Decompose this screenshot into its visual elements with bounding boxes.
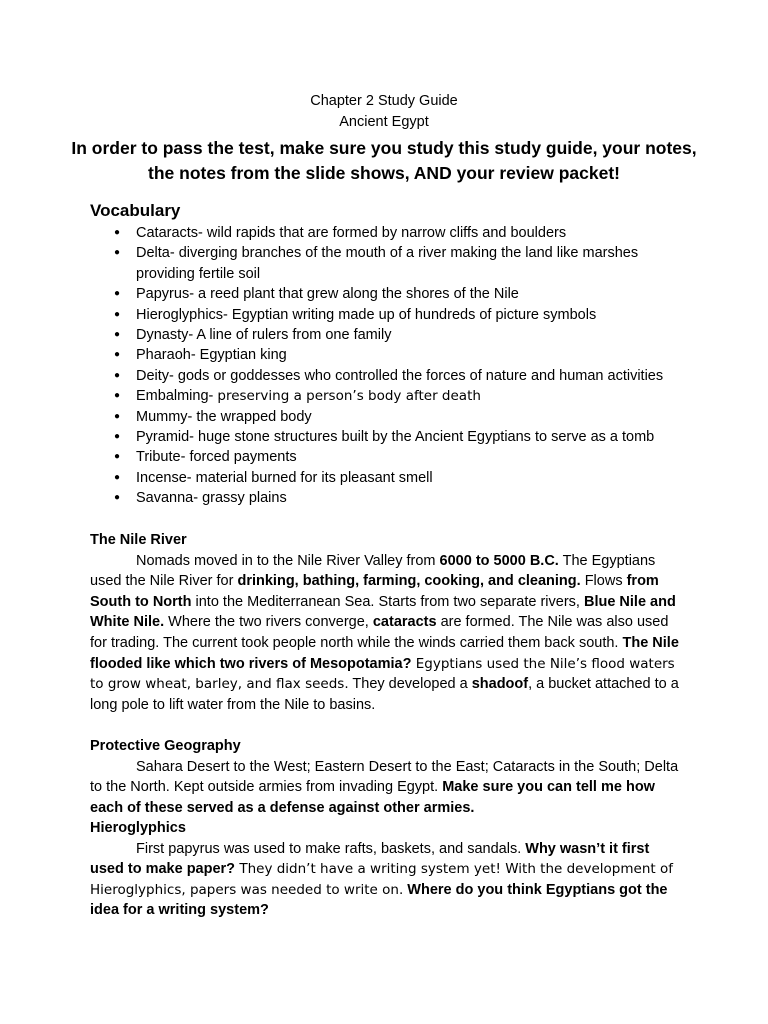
body-text: Flows (580, 573, 627, 590)
vocab-entry: Pharaoh- Egyptian king (136, 347, 287, 364)
body-text: Egyptians used the Nile’s flood waters to grow wheat, barley, and flax seeds. (90, 655, 675, 693)
bullet-icon: ● (114, 471, 121, 483)
body-text: Nomads moved in to the Nile River Valley from (136, 552, 440, 569)
list-item (90, 243, 690, 284)
bullet-icon: ● (114, 308, 121, 320)
vocab-entry: Savanna- grassy plains (136, 490, 287, 507)
body-text: Where the two rivers converge, (164, 614, 373, 631)
list-item (90, 223, 690, 243)
list-item (90, 305, 690, 325)
nile-river-section (90, 530, 686, 715)
emphasis-text: 6000 to 5000 B.C. (439, 552, 559, 569)
vocab-entry: Mummy- the wrapped body (136, 408, 312, 425)
body-text: First papyrus was used to make rafts, baskets, and sandals. (136, 840, 526, 857)
body-text: into the Mediterranean Sea. Starts from two separate rivers, (191, 593, 584, 610)
list-item (90, 427, 690, 447)
list-item (90, 345, 690, 365)
body-text: Sahara Desert to the West; Eastern Desert to the East; Cataracts in the South; Delta to the North. Kept outside armies from invading Egypt. (90, 758, 679, 796)
document-subtitle: Ancient Egypt (339, 114, 429, 130)
emphasis-text: shadoof (471, 676, 529, 693)
vocab-definition: preserving a person’s body after death (217, 388, 481, 405)
nile-river-paragraph (90, 551, 686, 716)
vocabulary-list (90, 223, 690, 509)
question-text: Make sure you can tell me how each of these served as a defense against other armies. (90, 779, 655, 816)
emphasis-text: from South to North (90, 573, 659, 610)
list-item (90, 447, 690, 467)
vocab-entry: Hieroglyphics- Egyptian writing made up of hundreds of picture symbols (136, 306, 597, 323)
protective-geography-heading: Protective Geography (90, 738, 241, 754)
vocab-entry: Delta- diverging branches of the mouth of a river making the land like marshes providing fertile soil (136, 245, 639, 282)
list-item (90, 407, 690, 427)
vocabulary-heading: Vocabulary (90, 201, 181, 220)
bullet-icon: ● (114, 329, 121, 341)
document-title: Chapter 2 Study Guide (310, 93, 458, 109)
body-text: are formed. The Nile was also used for trading. The current took people north while the winds carried them back south. (90, 614, 669, 651)
bullet-icon: ● (114, 451, 121, 463)
bullet-icon: ● (114, 349, 121, 361)
list-item (90, 386, 690, 406)
list-item (90, 488, 690, 508)
question-text: Where do you think Egyptians got the idea for a writing system? (90, 881, 668, 919)
bullet-icon: ● (114, 492, 121, 504)
nile-river-heading: The Nile River (90, 532, 187, 548)
list-item (90, 366, 690, 386)
bullet-icon: ● (114, 227, 121, 238)
vocab-entry: Cataracts- wild rapids that are formed by narrow cliffs and boulders (136, 225, 567, 241)
hieroglyphics-paragraph (90, 839, 686, 921)
protective-geography-paragraph (90, 757, 686, 819)
vocab-entry: Papyrus- a reed plant that grew along the shores of the Nile (136, 286, 519, 303)
hieroglyphics-section (90, 818, 686, 921)
bullet-icon: ● (114, 431, 121, 443)
list-item (90, 468, 690, 488)
vocab-entry: Dynasty- A line of rulers from one family (136, 327, 392, 344)
vocab-entry: Tribute- forced payments (136, 449, 297, 466)
body-text: They developed a (348, 676, 472, 693)
bullet-icon: ● (114, 410, 121, 422)
list-item (90, 325, 690, 345)
hieroglyphics-heading: Hieroglyphics (90, 820, 186, 836)
body-text: They didn’t have a writing system yet! With the development of Hieroglyphics, papers was needed to write on. (90, 861, 673, 898)
vocab-entry: Incense- material burned for its pleasant smell (136, 469, 433, 486)
vocab-entry: Deity- gods or goddesses who controlled the forces of nature and human activities (136, 367, 664, 384)
bullet-icon: ● (114, 390, 121, 402)
emphasis-text: cataracts (372, 614, 437, 631)
list-item (90, 284, 690, 304)
emphasis-text: Blue Nile and White Nile. (90, 593, 676, 631)
protective-geography-section (90, 736, 686, 818)
bullet-icon: ● (114, 369, 121, 381)
vocab-entry: Pyramid- huge stone structures built by the Ancient Egyptians to serve as a tomb (136, 429, 655, 446)
vocab-term: Embalming- (136, 388, 218, 405)
study-instructions-banner: In order to pass the test, make sure you study this study guide, your notes, the notes from the slide shows, AND your review packet! (71, 138, 697, 183)
emphasis-text: drinking, bathing, farming, cooking, and cleaning. (237, 573, 581, 590)
bullet-icon: ● (114, 247, 121, 259)
question-text: The Nile flooded like which two rivers of Mesopotamia? (90, 634, 679, 672)
body-text: , a bucket attached to a long pole to lift water from the Nile to basins. (90, 676, 679, 713)
body-text: The Egyptians used the Nile River for (90, 552, 656, 590)
bullet-icon: ● (114, 288, 121, 300)
question-text: Why wasn’t it first used to make paper? (90, 840, 650, 878)
